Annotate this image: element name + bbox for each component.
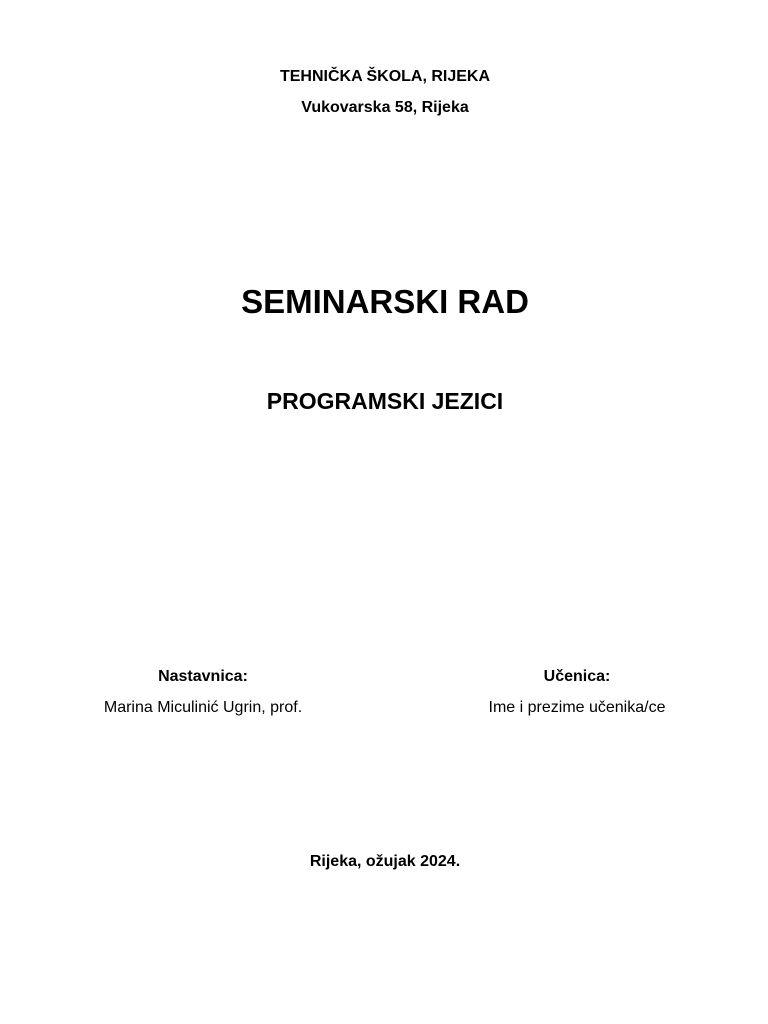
school-address: Vukovarska 58, Rijeka bbox=[301, 99, 469, 116]
student-label: Učenica: bbox=[543, 668, 611, 685]
place-and-date: Rijeka, ožujak 2024. bbox=[309, 853, 461, 870]
document-type-title: SEMINARSKI RAD bbox=[241, 283, 529, 320]
school-name: TEHNIČKA ŠKOLA, RIJEKA bbox=[279, 68, 491, 85]
document-subject: PROGRAMSKI JEZICI bbox=[266, 388, 504, 414]
teacher-label: Nastavnica: bbox=[158, 668, 248, 685]
teacher-name: Marina Miculinić Ugrin, prof. bbox=[103, 699, 303, 716]
student-name: Ime i prezime učenika/ce bbox=[488, 699, 666, 716]
